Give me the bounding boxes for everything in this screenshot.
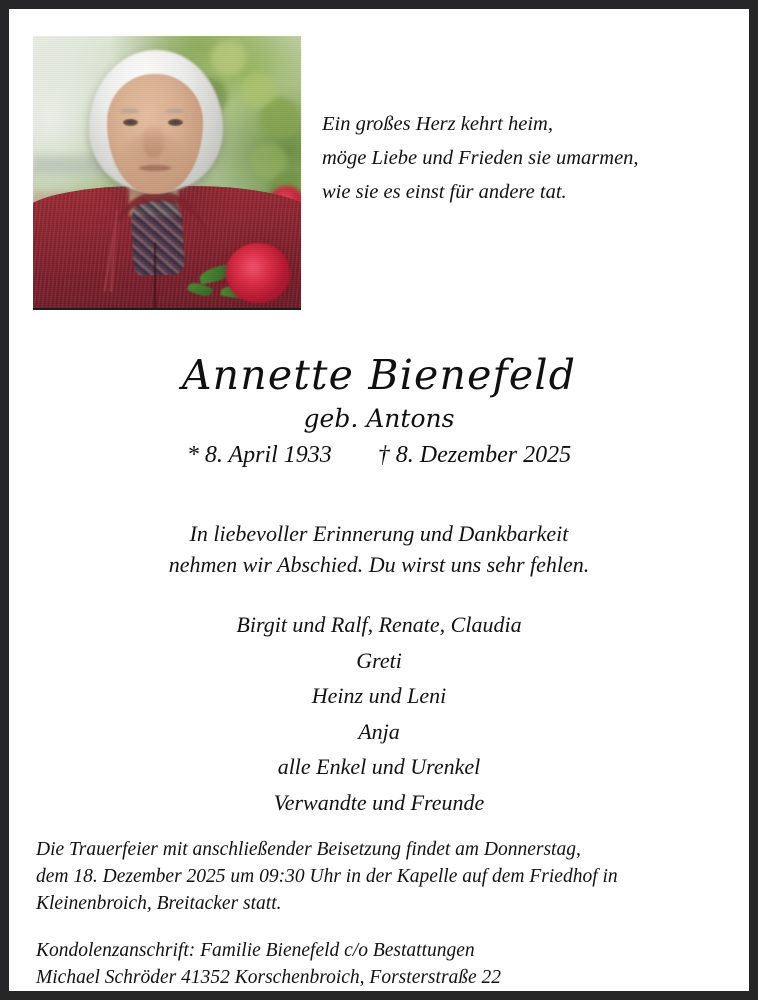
death-symbol: †	[377, 442, 390, 468]
verse-line: wie sie es einst für andere tat.	[322, 181, 567, 203]
verse-line: Ein großes Herz kehrt heim,	[322, 113, 553, 135]
deceased-full-name: Annette Bienefeld	[181, 351, 577, 399]
farewell-line: nehmen wir Abschied. Du wirst uns sehr fehlen.	[168, 552, 590, 577]
funeral-service-details	[36, 836, 724, 917]
mourner-line: Verwandte und Freunde	[273, 789, 485, 815]
portrait-photo	[33, 36, 301, 310]
deceased-maiden-name: geb. Antons	[303, 404, 455, 433]
mourner-line: alle Enkel und Urenkel	[277, 754, 481, 779]
mourner-line: Birgit und Ralf, Renate, Claudia	[236, 612, 522, 637]
service-line: Die Trauerfeier mit anschließender Beisetzung findet am Donnerstag,	[36, 839, 581, 860]
mourner-line: Greti	[356, 647, 402, 673]
service-line: dem 18. Dezember 2025 um 09:30 Uhr in der Kapelle auf dem Friedhof in	[36, 866, 618, 887]
birth-symbol: *	[186, 442, 199, 468]
condolence-line: Michael Schröder 41352 Korschenbroich, Forsterstraße 22	[36, 967, 502, 988]
mourner-line: Heinz und Leni	[311, 683, 447, 708]
farewell-line: In liebevoller Erinnerung und Dankbarkeit	[189, 521, 569, 546]
condolence-address	[36, 937, 724, 991]
photo-grain-overlay	[33, 36, 301, 308]
birth-date: 8. April 1933	[204, 442, 332, 468]
condolence-line: Kondolenzanschrift: Familie Bienefeld c/o Bestattungen	[36, 940, 475, 961]
obituary-notice-body	[9, 9, 749, 991]
deceased-name-block	[9, 350, 749, 471]
mourners-list	[9, 607, 749, 820]
life-dates	[9, 439, 749, 471]
farewell-message	[9, 518, 749, 580]
memorial-verse	[322, 107, 732, 209]
verse-line: möge Liebe und Frieden sie umarmen,	[322, 147, 639, 169]
mourner-line: Anja	[358, 718, 400, 744]
service-line: Kleinenbroich, Breitacker statt.	[36, 893, 282, 914]
death-date: 8. Dezember 2025	[395, 442, 572, 468]
